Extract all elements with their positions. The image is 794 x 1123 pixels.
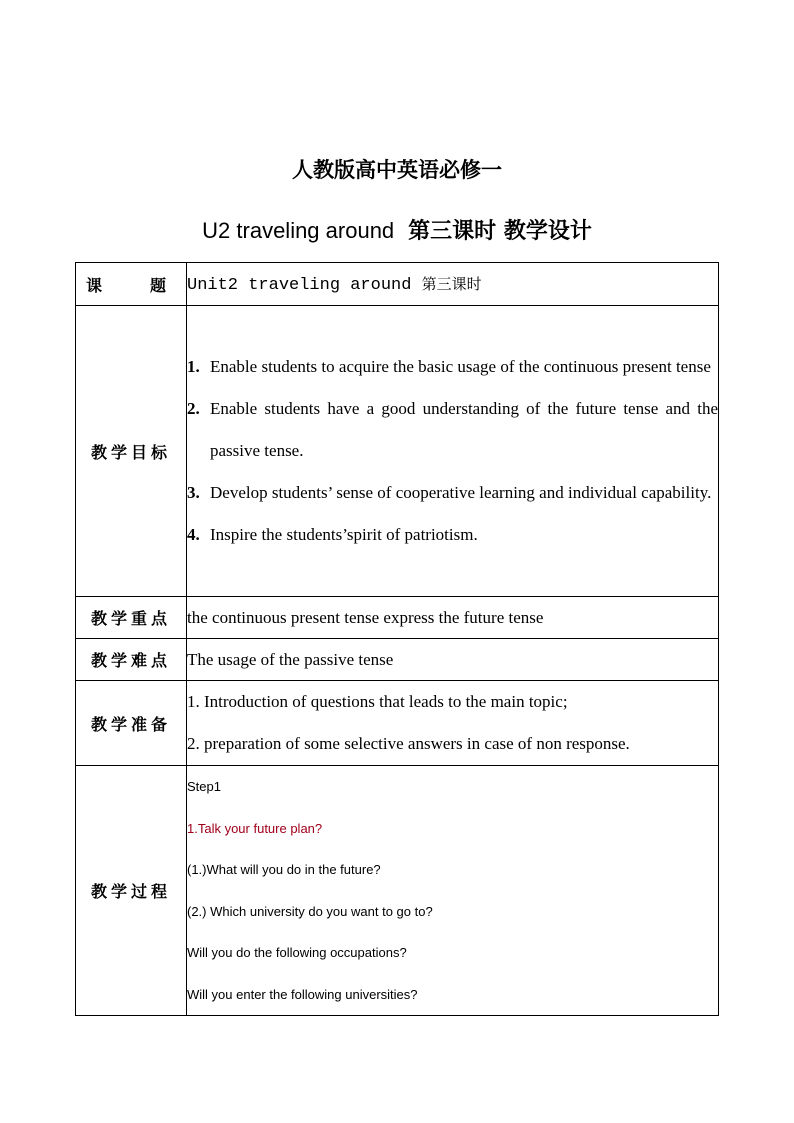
lesson-plan-table <box>75 262 719 1016</box>
process-question: Will you do the following occupations? <box>187 945 407 960</box>
list-item: 2. preparation of some selective answers in case of non response. <box>187 734 630 753</box>
row-preparation <box>76 681 719 766</box>
row-topic <box>76 263 719 306</box>
label-goals: 教学目标 <box>76 306 187 597</box>
preparation-content <box>187 681 719 766</box>
goals-content <box>187 306 719 597</box>
subtitle-chinese: 第三课时 教学设计 <box>408 219 592 244</box>
subtitle-english: U2 traveling around <box>202 218 395 243</box>
label-preparation: 教学准备 <box>76 681 187 766</box>
process-question: Will you enter the following universities? <box>187 986 418 1002</box>
label-topic: 课 题 <box>76 263 187 306</box>
list-item: 3. Develop students’ sense of cooperative learning and individual capability. <box>187 483 712 502</box>
document-title: 人教版高中英语必修一 <box>292 158 502 182</box>
process-task: 1.Talk your future plan? <box>187 820 323 836</box>
document-subtitle <box>0 214 794 245</box>
key-points-text: the continuous present tense express the future tense <box>187 597 719 639</box>
topic-value-english: Unit2 traveling around <box>187 276 422 295</box>
row-key-points <box>76 597 719 639</box>
process-step-heading: Step1 <box>187 779 221 794</box>
label-process: 教学过程 <box>76 766 187 1016</box>
label-difficulties: 教学难点 <box>76 639 187 681</box>
topic-value-chinese: 第三课时 <box>421 275 482 293</box>
row-difficulties <box>76 639 719 681</box>
list-item: 4. Inspire the students’spirit of patriotism. <box>187 525 478 544</box>
label-key-points: 教学重点 <box>76 597 187 639</box>
process-content <box>187 766 719 1016</box>
process-question: (1.)What will you do in the future? <box>187 862 381 877</box>
difficulties-text: The usage of the passive tense <box>187 639 719 681</box>
topic-value <box>187 263 719 306</box>
list-item: 2. Enable students have a good understanding of the future tense and the passive tense. <box>187 399 718 460</box>
process-question: (2.) Which university do you want to go to? <box>187 903 433 919</box>
list-item: 1. Enable students to acquire the basic usage of the continuous present tense <box>187 357 711 376</box>
list-item: 1. Introduction of questions that leads to the main topic; <box>187 692 568 711</box>
row-process <box>76 766 719 1016</box>
row-goals <box>76 306 719 597</box>
goals-list <box>187 346 718 556</box>
